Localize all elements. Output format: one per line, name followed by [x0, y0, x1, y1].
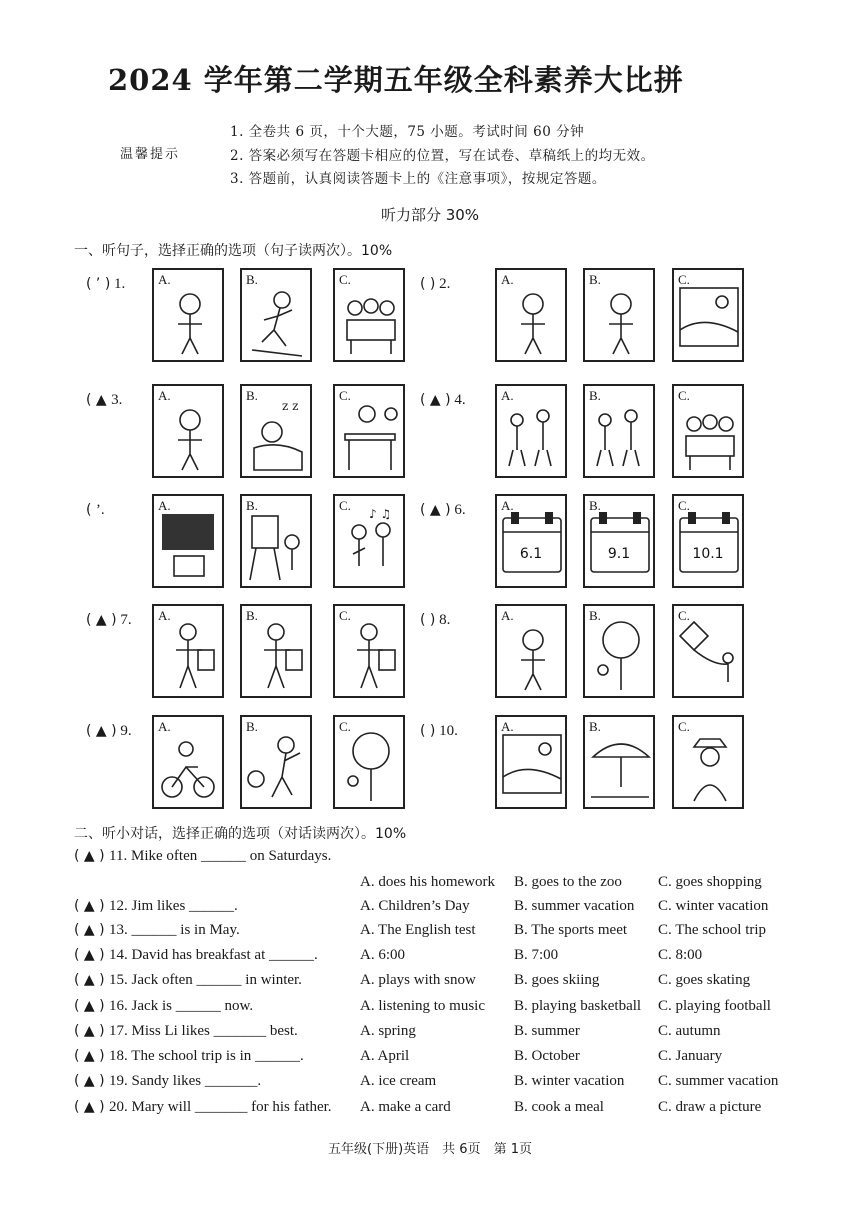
part1-q2-option-c-picture[interactable]	[672, 268, 744, 362]
part1-q6-option-a-picture[interactable]	[495, 494, 567, 588]
option-letter: B.	[589, 498, 601, 513]
part2-q16-option-a[interactable]: A. listening to music	[360, 998, 485, 1014]
option-letter: B.	[589, 272, 601, 287]
part1-q4-option-a-picture[interactable]	[495, 384, 567, 478]
part2-q20-option-b[interactable]: B. cook a meal	[514, 1099, 604, 1115]
answer-bracket[interactable]: ( ▲ )	[74, 972, 110, 988]
option-letter: A.	[501, 272, 514, 287]
option-letter: C.	[678, 719, 690, 734]
part1-q6-option-c-picture[interactable]	[672, 494, 744, 588]
part1-question-5-label	[86, 502, 105, 519]
part1-q1-option-c-picture[interactable]	[333, 268, 405, 362]
question-number: 3.	[111, 392, 123, 408]
part2-title: 二、听小对话，选择正确的选项（对话读两次）。10%	[74, 826, 407, 842]
part1-q8-option-b-picture[interactable]	[583, 604, 655, 698]
part1-q7-option-c-picture[interactable]	[333, 604, 405, 698]
part2-question-17-stem	[74, 1023, 298, 1040]
part2-q16-option-c[interactable]: C. playing football	[658, 998, 771, 1014]
listening-section-title: 听力部分 30%	[380, 206, 480, 224]
page-footer: 五年级(下册)英语 共 6页 第 1页	[328, 1142, 532, 1157]
answer-bracket[interactable]: ( ▲ )	[420, 392, 451, 408]
part2-q13-option-c[interactable]: C. The school trip	[658, 922, 767, 938]
answer-bracket[interactable]: ( ▲ )	[74, 1073, 110, 1089]
part2-q14-option-a[interactable]: A. 6:00	[360, 947, 405, 963]
tips-label: 温馨提示	[120, 147, 181, 162]
part1-q3-option-c-picture[interactable]	[333, 384, 405, 478]
part2-q17-option-b[interactable]: B. summer	[514, 1023, 580, 1039]
part1-q9-option-b-picture[interactable]	[240, 715, 312, 809]
answer-bracket[interactable]: ( ▲	[86, 392, 112, 408]
part2-question-19-stem	[74, 1073, 261, 1090]
part2-q11-option-b[interactable]: B. goes to the zoo	[514, 874, 622, 890]
answer-bracket[interactable]: ( )	[420, 276, 436, 292]
part2-q18-option-c[interactable]: C. January	[658, 1048, 723, 1064]
part1-question-10-label	[420, 723, 458, 740]
answer-bracket[interactable]: ( ▲ )	[74, 922, 110, 938]
answer-bracket[interactable]: ( ▲ )	[74, 1099, 110, 1115]
exam-title: 2024 学年第二学期五年级全科素养大比拼	[108, 63, 684, 97]
part2-q14-option-b[interactable]: B. 7:00	[514, 947, 559, 963]
question-number: 10.	[435, 723, 458, 739]
part1-q5-option-b-picture[interactable]	[240, 494, 312, 588]
answer-bracket[interactable]: ( ▲ )	[74, 898, 110, 914]
part2-q17-option-a[interactable]: A. spring	[360, 1023, 416, 1039]
option-letter: B.	[246, 498, 258, 513]
svg-text:♪ ♫: ♪ ♫	[369, 507, 392, 521]
question-text: 13. ______ is in May.	[109, 922, 240, 938]
option-letter: A.	[158, 388, 171, 403]
option-letter: B.	[589, 388, 601, 403]
option-letter: C.	[678, 608, 690, 623]
part1-q5-option-c-picture[interactable]	[333, 494, 405, 588]
option-letter: A.	[501, 388, 514, 403]
tip-line-2: 2. 答案必须写在答题卡相应的位置，写在试卷、草稿纸上的均无效。	[230, 148, 655, 164]
svg-text:6.1: 6.1	[519, 546, 543, 562]
part2-question-14-stem	[74, 947, 318, 964]
question-text: 15. Jack often ______ in winter.	[109, 972, 302, 988]
part2-q19-option-c[interactable]: C. summer vacation	[658, 1073, 779, 1089]
tip-line-3: 3. 答题前，认真阅读答题卡上的《注意事项》，按规定答题。	[230, 171, 606, 187]
part1-question-6-label	[420, 502, 466, 519]
part1-q8-option-c-picture[interactable]	[672, 604, 744, 698]
part1-q3-option-b-picture[interactable]	[240, 384, 312, 478]
part2-q18-option-b[interactable]: B. October	[514, 1048, 580, 1064]
part1-q6-option-b-picture[interactable]	[583, 494, 655, 588]
part2-q20-option-a[interactable]: A. make a card	[360, 1099, 451, 1115]
option-letter: A.	[501, 498, 514, 513]
svg-text:10.1: 10.1	[692, 546, 724, 562]
part2-q12-option-a[interactable]: A. Children’s Day	[360, 898, 470, 914]
part1-q9-option-a-picture[interactable]	[152, 715, 224, 809]
part1-question-3-label	[86, 392, 122, 409]
question-number: ’.	[95, 502, 105, 518]
part1-q5-option-a-picture[interactable]	[152, 494, 224, 588]
option-letter: B.	[246, 272, 258, 287]
question-text: 17. Miss Li likes _______ best.	[109, 1023, 298, 1039]
part2-q18-option-a[interactable]: A. April	[360, 1048, 410, 1064]
part1-q2-option-b-picture[interactable]	[583, 268, 655, 362]
question-text: 19. Sandy likes _______.	[109, 1073, 262, 1089]
part2-q11-option-c[interactable]: C. goes shopping	[658, 874, 762, 890]
option-letter: A.	[158, 719, 171, 734]
part1-title: 一、听句子，选择正确的选项（句子读两次）。10%	[74, 243, 393, 259]
part2-q14-option-c[interactable]: C. 8:00	[658, 947, 703, 963]
question-number: 4.	[450, 392, 466, 408]
option-letter: C.	[678, 498, 690, 513]
question-text: 11. Mike often ______ on Saturdays.	[109, 848, 332, 864]
part1-q10-option-b-picture[interactable]	[583, 715, 655, 809]
part2-q20-option-c[interactable]: C. draw a picture	[658, 1099, 762, 1115]
answer-bracket[interactable]: ( ▲ )	[74, 998, 110, 1014]
part2-q19-option-a[interactable]: A. ice cream	[360, 1073, 437, 1089]
option-letter: C.	[339, 272, 351, 287]
part1-question-7-label	[86, 612, 132, 629]
option-letter: C.	[678, 388, 690, 403]
question-text: 20. Mary will _______ for his father.	[109, 1099, 332, 1115]
answer-bracket[interactable]: ( ’ )	[86, 276, 111, 292]
option-letter: B.	[246, 388, 258, 403]
option-letter: C.	[678, 272, 690, 287]
option-letter: B.	[246, 719, 258, 734]
part1-q9-option-c-picture[interactable]	[333, 715, 405, 809]
svg-text:9.1: 9.1	[607, 546, 631, 562]
part2-q13-option-a[interactable]: A. The English test	[360, 922, 476, 938]
part2-q17-option-c[interactable]: C. autumn	[658, 1023, 721, 1039]
part2-question-11-stem	[74, 848, 331, 865]
option-letter: A.	[501, 719, 514, 734]
answer-bracket[interactable]: ( ▲ )	[74, 1023, 110, 1039]
part2-q16-option-b[interactable]: B. playing basketball	[514, 998, 642, 1014]
part1-q8-option-a-picture[interactable]	[495, 604, 567, 698]
question-number: 2.	[435, 276, 451, 292]
option-letter: C.	[339, 388, 351, 403]
part2-q13-option-b[interactable]: B. The sports meet	[514, 922, 628, 938]
part1-q10-option-c-picture[interactable]	[672, 715, 744, 809]
tip-line-1: 1. 全卷共 6 页，十个大题，75 小题。考试时间 60 分钟	[230, 124, 585, 140]
option-letter: A.	[501, 608, 514, 623]
part1-question-1-label	[86, 276, 125, 293]
option-letter: B.	[246, 608, 258, 623]
part2-question-20-stem	[74, 1099, 332, 1116]
part1-q7-option-a-picture[interactable]	[152, 604, 224, 698]
part2-q15-option-b[interactable]: B. goes skiing	[514, 972, 600, 988]
option-letter: B.	[589, 608, 601, 623]
answer-bracket[interactable]: ( ▲ )	[420, 502, 451, 518]
answer-bracket[interactable]: (	[86, 502, 96, 518]
question-number: 9.	[116, 723, 132, 739]
option-letter: A.	[158, 608, 171, 623]
option-letter: B.	[589, 719, 601, 734]
question-number: 6.	[450, 502, 466, 518]
svg-text:z z: z z	[282, 399, 299, 413]
part2-q12-option-c[interactable]: C. winter vacation	[658, 898, 769, 914]
part1-q3-option-a-picture[interactable]	[152, 384, 224, 478]
question-text: 14. David has breakfast at ______.	[109, 947, 318, 963]
part1-question-8-label	[420, 612, 450, 629]
part1-question-4-label	[420, 392, 466, 409]
part2-question-15-stem	[74, 972, 302, 989]
question-text: 18. The school trip is in ______.	[109, 1048, 304, 1064]
part1-q4-option-c-picture[interactable]	[672, 384, 744, 478]
part2-q15-option-a[interactable]: A. plays with snow	[360, 972, 476, 988]
answer-bracket[interactable]: ( ▲ )	[74, 848, 110, 864]
option-letter: C.	[339, 719, 351, 734]
answer-bracket[interactable]: ( )	[420, 612, 436, 628]
part2-q12-option-b[interactable]: B. summer vacation	[514, 898, 635, 914]
part2-question-16-stem	[74, 998, 253, 1015]
part1-q4-option-b-picture[interactable]	[583, 384, 655, 478]
option-letter: C.	[339, 608, 351, 623]
question-text: 12. Jim likes ______.	[109, 898, 238, 914]
question-number: 1.	[110, 276, 126, 292]
part1-question-2-label	[420, 276, 450, 293]
part1-q1-option-b-picture[interactable]	[240, 268, 312, 362]
question-text: 16. Jack is ______ now.	[109, 998, 254, 1014]
part2-q11-option-a[interactable]: A. does his homework	[360, 874, 495, 890]
part2-question-18-stem	[74, 1048, 304, 1065]
part2-q19-option-b[interactable]: B. winter vacation	[514, 1073, 625, 1089]
answer-bracket[interactable]: ( ▲ )	[74, 1048, 110, 1064]
part2-question-13-stem	[74, 922, 240, 939]
option-letter: C.	[339, 498, 351, 513]
option-letter: A.	[158, 498, 171, 513]
answer-bracket[interactable]: ( )	[420, 723, 436, 739]
answer-bracket[interactable]: ( ▲ )	[74, 947, 110, 963]
part1-q2-option-a-picture[interactable]	[495, 268, 567, 362]
part2-question-12-stem	[74, 898, 238, 915]
question-number: 7.	[116, 612, 132, 628]
question-number: 8.	[435, 612, 451, 628]
part1-question-9-label	[86, 723, 132, 740]
answer-bracket[interactable]: ( ▲ )	[86, 723, 117, 739]
answer-bracket[interactable]: ( ▲ )	[86, 612, 117, 628]
part1-q7-option-b-picture[interactable]	[240, 604, 312, 698]
part2-q15-option-c[interactable]: C. goes skating	[658, 972, 751, 988]
option-letter: A.	[158, 272, 171, 287]
part1-q10-option-a-picture[interactable]	[495, 715, 567, 809]
part1-q1-option-a-picture[interactable]	[152, 268, 224, 362]
